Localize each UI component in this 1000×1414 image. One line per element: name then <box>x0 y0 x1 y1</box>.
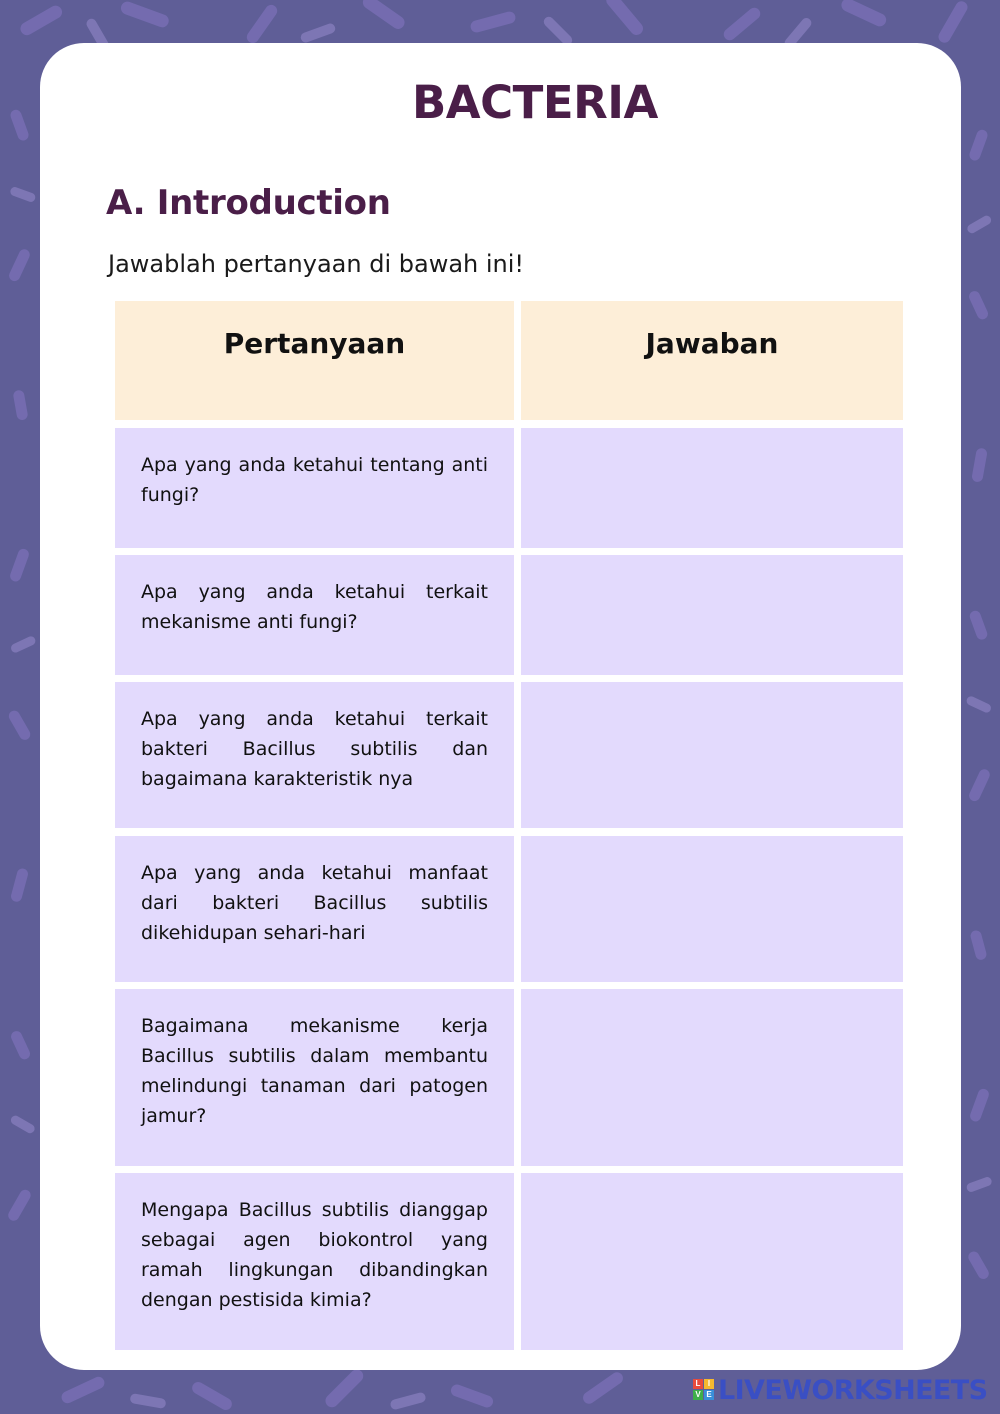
header-jawaban: Jawaban <box>521 301 903 420</box>
question-cell: Apa yang anda ketahui manfaat dari bakteri Bacillus subtilis dikehidupan sehari-hari <box>115 836 514 982</box>
section-heading: A. Introduction <box>106 183 391 223</box>
answer-field[interactable] <box>521 428 903 548</box>
instruction-text: Jawablah pertanyaan di bawah ini! <box>108 250 525 278</box>
liveworksheets-logo[interactable] <box>693 1374 987 1406</box>
answer-field[interactable] <box>521 1173 903 1350</box>
answer-field[interactable] <box>521 682 903 828</box>
question-cell: Apa yang anda ketahui tentang anti fungi? <box>115 428 514 548</box>
header-pertanyaan: Pertanyaan <box>115 301 514 420</box>
page-title: BACTERIA <box>412 76 658 129</box>
logo-mark-icon: L I V E <box>693 1379 715 1401</box>
logo-text: LIVEWORKSHEETS <box>718 1374 988 1406</box>
answer-field[interactable] <box>521 836 903 982</box>
answer-field[interactable] <box>521 989 903 1166</box>
question-cell: Apa yang anda ketahui terkait mekanisme anti fungi? <box>115 555 514 675</box>
question-cell: Apa yang anda ketahui terkait bakteri Bacillus subtilis dan bagaimana karakteristik nya <box>115 682 514 828</box>
answer-field[interactable] <box>521 555 903 675</box>
question-cell: Mengapa Bacillus subtilis dianggap sebagai agen biokontrol yang ramah lingkungan dibandingkan dengan pestisida kimia? <box>115 1173 514 1350</box>
question-cell: Bagaimana mekanisme kerja Bacillus subtilis dalam membantu melindungi tanaman dari patogen jamur? <box>115 989 514 1166</box>
